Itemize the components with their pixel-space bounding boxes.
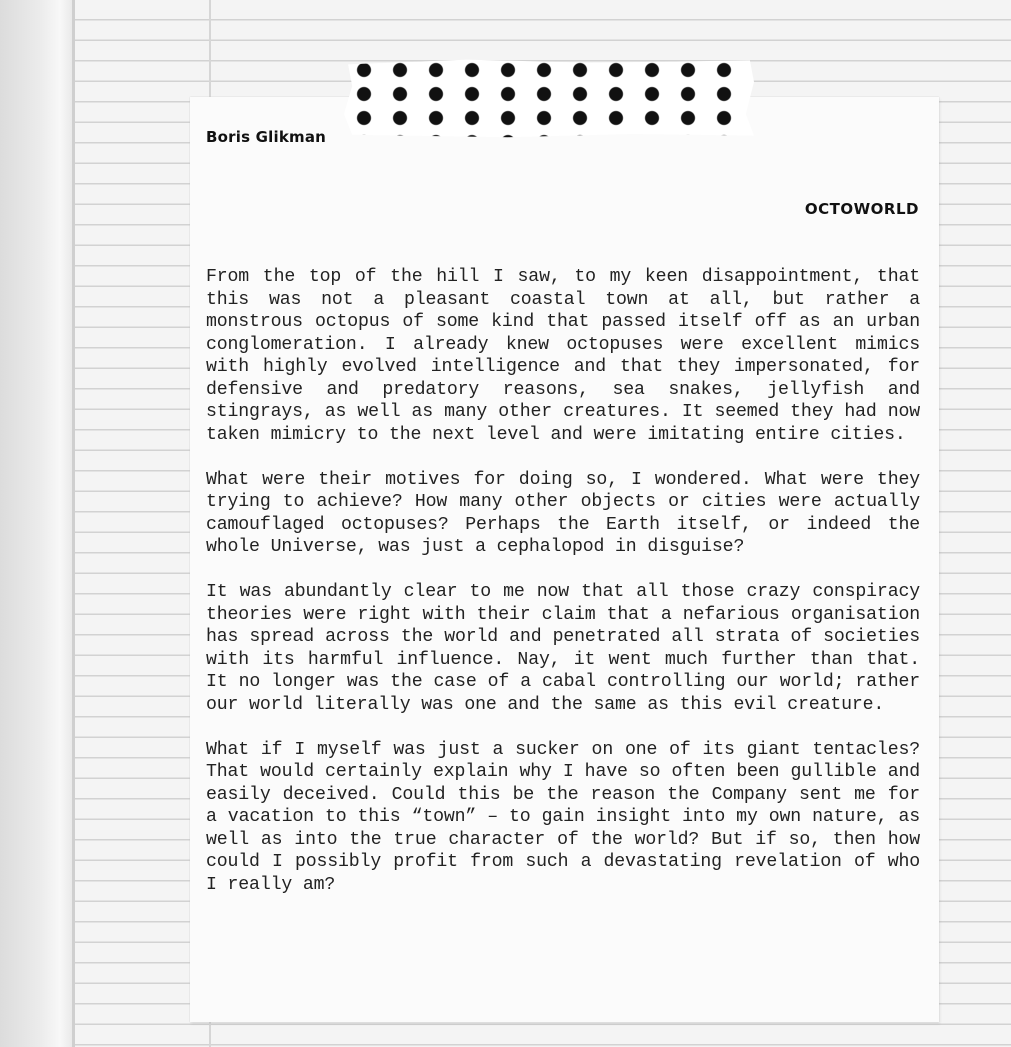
- paragraph-3: It was abundantly clear to me now that all those crazy conspiracy theories were right with their claim that a nefarious organisation has spread across the world and penetrated all strata of societies with its harmful influence. Nay, it went much further than that. It no longer was the case of a cabal controlling our world; rather our world literally was one and the same as this evil creature.: [206, 582, 920, 715]
- story-title: OCTOWORLD: [804, 200, 919, 218]
- paragraph-2: What were their motives for doing so, I wondered. What were they trying to achieve? How many other objects or cities were actually camouflaged octopuses? Perhaps the Earth itself, or indeed the whole Universe, was just a cephalopod in disguise?: [206, 469, 920, 557]
- paragraph-4: What if I myself was just a sucker on one of its giant tentacles? That would certainly explain why I have so often been gullible and easily deceived. Could this be the reason the Company sent me for a vacation to this “town” – to gain insight into my own nature, as well as into the true character of the world? But if so, then how could I possibly profit from such a devastating revelation of who I really am?: [206, 739, 920, 895]
- author-name: Boris Glikman: [206, 128, 327, 146]
- polka-dot-tape: [344, 58, 754, 138]
- notebook-binding: [0, 0, 75, 1047]
- story-body: [206, 266, 920, 919]
- paragraph-1: From the top of the hill I saw, to my keen disappointment, that this was not a pleasant coastal town at all, but rather a monstrous octopus of some kind that passed itself off as an urban conglomeration. I already knew octopuses were excellent mimics with highly evolved intelligence and that they impersonated, for defensive and predatory reasons, sea snakes, jellyfish and stingrays, as well as many other creatures. It seemed they had now taken mimicry to the next level and were imitating entire cities.: [206, 267, 920, 445]
